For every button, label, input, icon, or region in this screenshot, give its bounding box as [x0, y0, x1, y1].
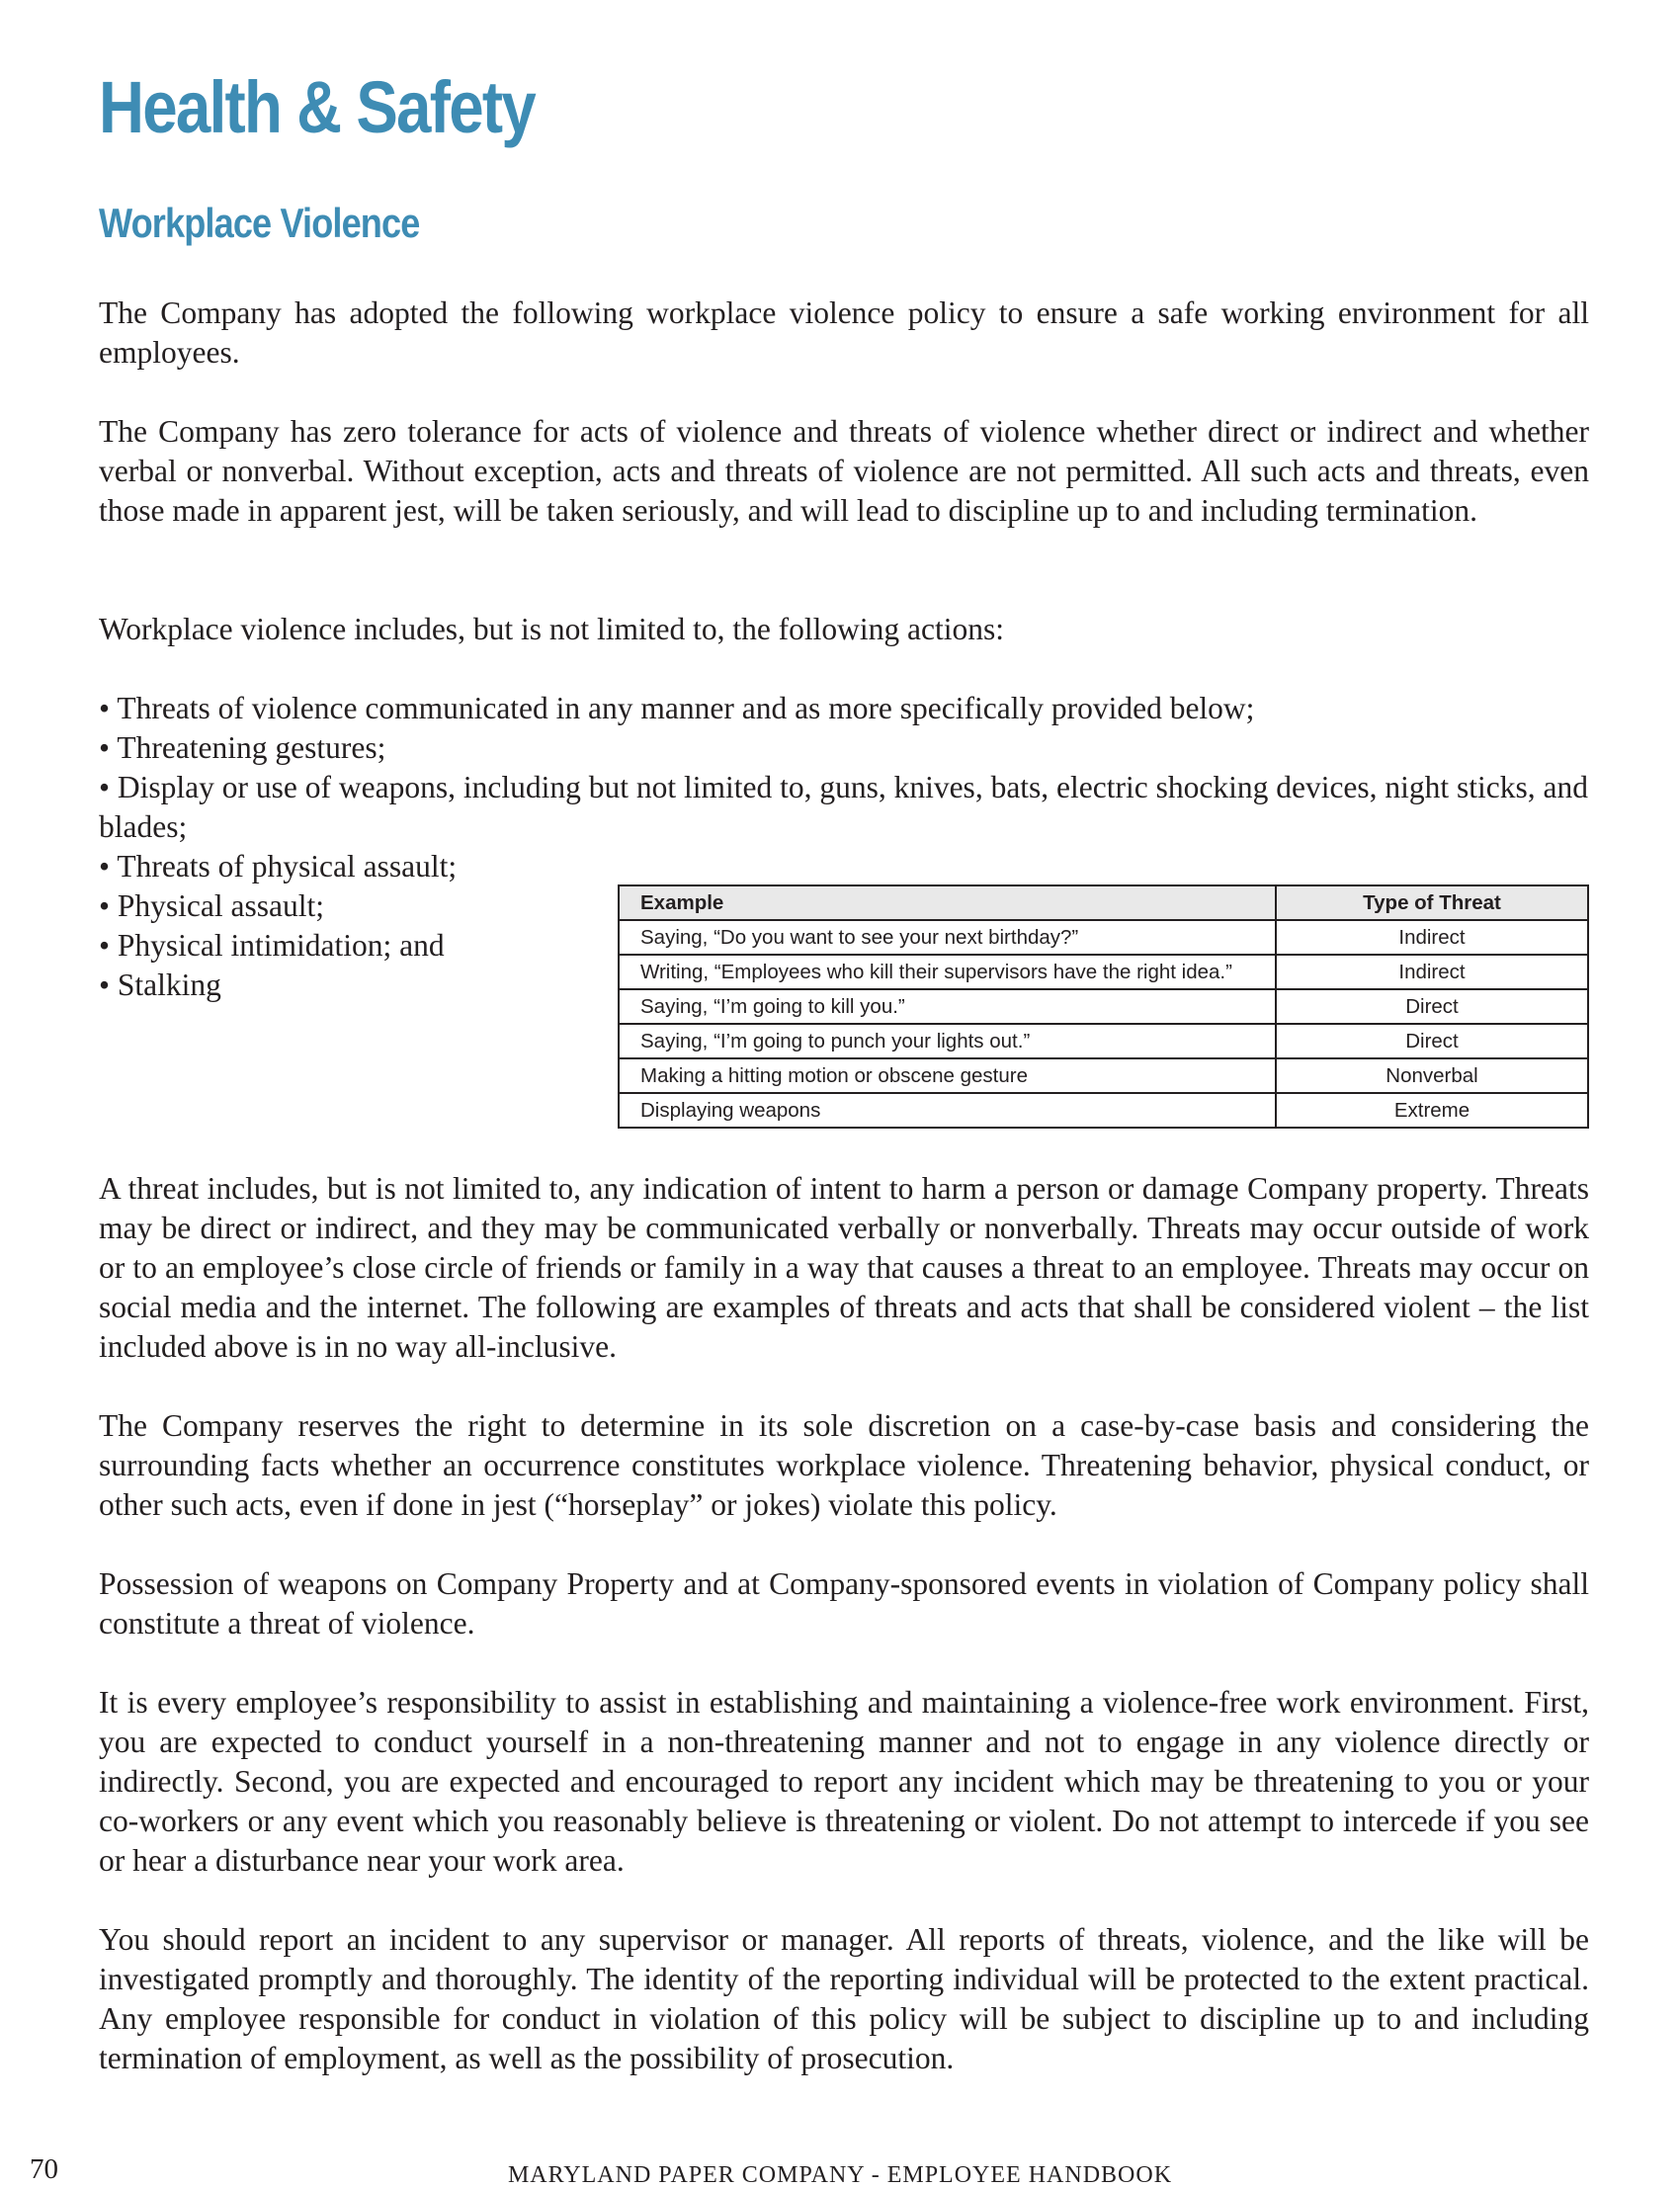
table-row — [619, 1058, 1588, 1093]
type-cell: Indirect — [1276, 955, 1588, 989]
intro-paragraph: The Company has adopted the following workplace violence policy to ensure a safe working environment for all employees. — [99, 295, 1589, 370]
list-item: • Threats of physical assault; — [99, 849, 458, 884]
page-heading: Health & Safety — [99, 66, 536, 148]
list-item: • Physical assault; — [99, 888, 325, 923]
company-discretion-paragraph: The Company reserves the right to determine in its sole discretion on a case-by-case basis and considering the surrounding facts whether an occurrence constitutes workplace violence. Threatening behavior, physical conduct, or other such acts, even if done in jest (“horseplay” or jokes) violate this policy. — [99, 1408, 1589, 1522]
threat-definition-paragraph: A threat includes, but is not limited to, any indication of intent to harm a person or damage Company property. Threats may be direct or indirect, and they may be communicated verbally or nonverbally. Threats may occur outside of work or to an employee’s close circle of friends or family in a way that causes a threat to an employee. Threats may occur on social media and the internet. The following are examples of threats and acts that shall be considered violent – the list included above is in no way all-inclusive. — [99, 1171, 1589, 1364]
reporting-paragraph: You should report an incident to any supervisor or manager. All reports of threats, violence, and the like will be investigated promptly and thoroughly. The identity of the reporting individual will be protected to the extent practical. Any employee responsible for conduct in violation of this policy will be subject to discipline up to and including termination of employment, as well as the possibility of prosecution. — [99, 1922, 1589, 2075]
type-cell: Extreme — [1276, 1093, 1588, 1128]
list-item: • Physical intimidation; and — [99, 928, 445, 963]
column-header-example: Example — [619, 885, 1276, 920]
threat-examples-table — [618, 884, 1589, 1129]
type-cell: Direct — [1276, 989, 1588, 1024]
table-row — [619, 955, 1588, 989]
list-item: • Threatening gestures; — [99, 730, 386, 765]
section-heading: Workplace Violence — [99, 200, 420, 246]
example-cell: Saying, “I’m going to punch your lights out.” — [619, 1024, 1276, 1058]
page-number: 70 — [30, 2153, 58, 2185]
list-item: • Stalking — [99, 968, 221, 1002]
table-row — [619, 1093, 1588, 1128]
type-cell: Nonverbal — [1276, 1058, 1588, 1093]
includes-paragraph: Workplace violence includes, but is not limited to, the following actions: — [99, 612, 1005, 646]
example-cell: Saying, “I’m going to kill you.” — [619, 989, 1276, 1024]
example-cell: Writing, “Employees who kill their supervisors have the right idea.” — [619, 955, 1276, 989]
example-cell: Displaying weapons — [619, 1093, 1276, 1128]
column-header-type: Type of Threat — [1276, 885, 1588, 920]
table-row — [619, 920, 1588, 955]
example-cell: Saying, “Do you want to see your next birthday?” — [619, 920, 1276, 955]
table-row — [619, 989, 1588, 1024]
table-header-row — [619, 885, 1588, 920]
example-cell: Making a hitting motion or obscene gesture — [619, 1058, 1276, 1093]
table-row — [619, 1024, 1588, 1058]
type-cell: Direct — [1276, 1024, 1588, 1058]
weapons-possession-paragraph: Possession of weapons on Company Property and at Company-sponsored events in violation of Company policy shall constitute a threat of violence. — [99, 1566, 1589, 1641]
list-item: • Display or use of weapons, including but not limited to, guns, knives, bats, electric shocking devices, night sticks, and blades; — [99, 770, 1589, 844]
footer-title: MARYLAND PAPER COMPANY - EMPLOYEE HANDBOOK — [507, 2162, 1173, 2188]
zero-tolerance-paragraph: The Company has zero tolerance for acts of violence and threats of violence whether direct or indirect and whether verbal or nonverbal. Without exception, acts and threats of violence are not permitted. All such acts and threats, even those made in apparent jest, will be taken seriously, and will lead to discipline up to and including termination. — [99, 414, 1589, 528]
list-item: • Threats of violence communicated in any manner and as more specifically provided below; — [99, 691, 1255, 725]
employee-responsibility-paragraph: It is every employee’s responsibility to assist in establishing and maintaining a violence-free work environment. First, you are expected to conduct yourself in a non-threatening manner and not to engage in any violence directly or indirectly. Second, you are expected and encouraged to report any incident which may be threatening to you or your co-workers or any event which you reasonably believe is threatening or violent. Do not attempt to intercede if you see or hear a disturbance near your work area. — [99, 1685, 1589, 1878]
type-cell: Indirect — [1276, 920, 1588, 955]
